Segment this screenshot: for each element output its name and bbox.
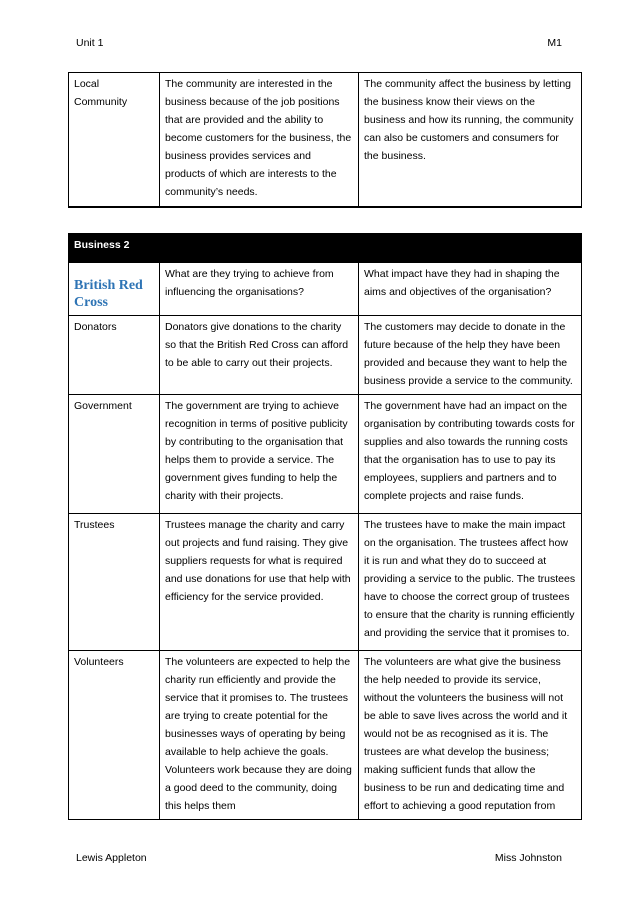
table-row	[69, 73, 582, 207]
impact-cell: The community affect the business by letting the business know their views on the business and how its running, the community can also be customers and consumers for the business.	[359, 73, 582, 207]
interest-cell: Donators give donations to the charity so that the British Red Cross can afford to be able to carry out their projects.	[160, 316, 359, 395]
question-row	[69, 263, 582, 316]
question-interest: What are they trying to achieve from influencing the organisations?	[160, 263, 359, 316]
interest-cell: Trustees manage the charity and carry out projects and fund raising. They give suppliers requests for what is required and use donations for use that help with efficiency for the service provided.	[160, 514, 359, 651]
impact-cell: The government have had an impact on the organisation by contributing towards costs for supplies and also towards the running costs that the organisation has to use to pay its employees, suppliers and partners and to complete projects and raise funds.	[359, 395, 582, 514]
interest-cell: The community are interested in the business because of the job positions that are provided and the ability to become customers for the business, the business provides services and products of which are interests to the community’s needs.	[160, 73, 359, 207]
stakeholder-cell: Volunteers	[69, 651, 160, 820]
code-label: M1	[547, 37, 562, 49]
stakeholder-cell: Local Community	[69, 73, 160, 207]
impact-cell: The customers may decide to donate in the future because of the help they have been provided and because they want to help the business provide a service to the community.	[359, 316, 582, 395]
stakeholder-cell: Trustees	[69, 514, 160, 651]
question-impact: What impact have they had in shaping the aims and objectives of the organisation?	[359, 263, 582, 316]
business-title: Business 2	[69, 234, 582, 263]
interest-cell: The government are trying to achieve recognition in terms of positive publicity by contributing to the organisation that helps them to provide a service. The government gives funding to help the charity with their projects.	[160, 395, 359, 514]
stakeholder-cell: Donators	[69, 316, 160, 395]
page-header	[76, 37, 562, 51]
author-name: Lewis Appleton	[76, 852, 147, 864]
impact-cell: The trustees have to make the main impact on the organisation. The trustees affect how it is run and what they do to succeed at providing a service to the public. The trustees have to choose the correct group of trustees to ensure that the charity is running efficiently and providing the service that it promises to.	[359, 514, 582, 651]
unit-label: Unit 1	[76, 37, 104, 49]
table-row	[69, 514, 582, 651]
interest-cell: The volunteers are expected to help the charity run efficiently and provide the service that it promises to. The trustees are trying to create potential for the businesses ways of operating by being available to help achieve the goals. Volunteers work because they are doing a good deed to the community, doing this helps them	[160, 651, 359, 820]
stakeholder-table-2	[68, 233, 582, 820]
table-row	[69, 316, 582, 395]
page-footer	[76, 852, 562, 866]
stakeholder-table-1	[68, 72, 582, 208]
organisation-name: British Red Cross	[69, 263, 160, 316]
table-row	[69, 651, 582, 820]
teacher-name: Miss Johnston	[494, 852, 562, 864]
impact-cell: The volunteers are what give the business the help needed to provide its service, without the volunteers the business will not be able to save lives across the world and it would not be as recognised as it is. The trustees are what develop the business; making sufficient funds that allow the business to be run and dedicating time and effort to achieving a good reputation from	[359, 651, 582, 820]
business-header-row	[69, 234, 582, 263]
table-row	[69, 395, 582, 514]
stakeholder-cell: Government	[69, 395, 160, 514]
